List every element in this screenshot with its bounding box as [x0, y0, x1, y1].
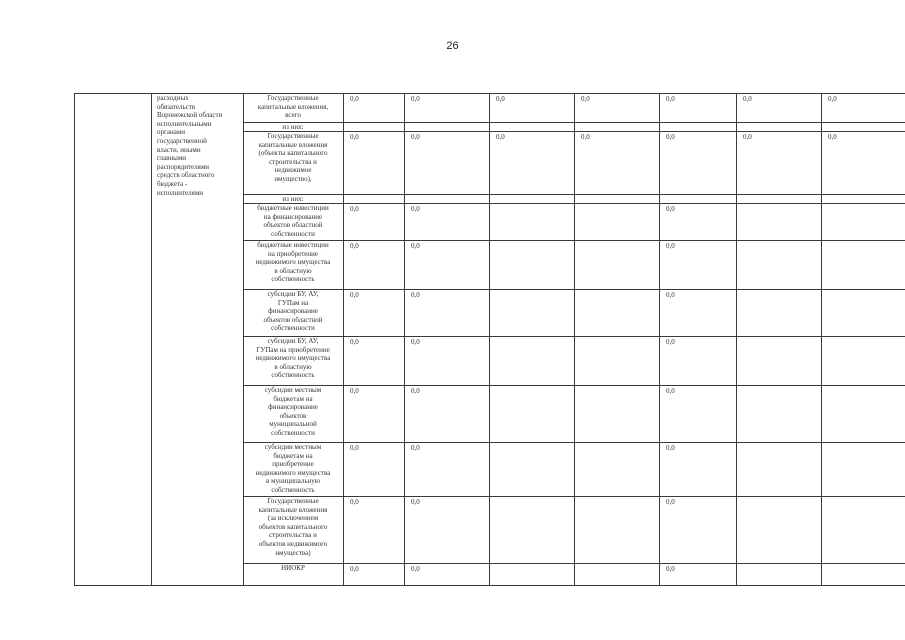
- cell-value: 0,0: [411, 291, 420, 299]
- cell-value: 0,0: [411, 444, 420, 452]
- row-label: субсидии БУ, АУ, ГУПам на приобретение недвижимого имущества в областную собственность: [255, 337, 331, 380]
- table-vline: [574, 93, 575, 585]
- table-row-separator: [243, 442, 905, 443]
- cell-value: 0,0: [666, 444, 675, 452]
- cell-value: 0,0: [350, 444, 359, 452]
- cell-value: 0,0: [743, 133, 752, 141]
- cell-value: 0,0: [350, 565, 359, 573]
- cell-value: 0,0: [411, 338, 420, 346]
- cell-value: 0,0: [666, 291, 675, 299]
- cell-value: 0,0: [496, 133, 505, 141]
- cell-value: 0,0: [350, 338, 359, 346]
- table-row-separator: [243, 131, 905, 132]
- cell-value: 0,0: [581, 133, 590, 141]
- table-vline: [404, 93, 405, 585]
- row-label: НИОКР: [281, 564, 305, 572]
- row-label: субсидии местным бюджетам на финансирование объектов муниципальной собственности: [264, 386, 322, 437]
- cell-value: 0,0: [411, 242, 420, 250]
- cell-value: 0,0: [666, 565, 675, 573]
- table-bottom-border: [74, 585, 905, 586]
- cell-value: 0,0: [496, 95, 505, 103]
- cell-value: 0,0: [828, 133, 837, 141]
- cell-value: 0,0: [666, 242, 675, 250]
- table-row-separator: [243, 496, 905, 497]
- cell-value: 0,0: [411, 498, 420, 506]
- table-vline: [821, 93, 822, 585]
- cell-value: 0,0: [743, 95, 752, 103]
- row-label: Государственные капитальные вложения, всего: [257, 94, 329, 120]
- table-row-separator: [243, 122, 905, 123]
- cell-value: 0,0: [350, 95, 359, 103]
- table-row-separator: [243, 240, 905, 241]
- cell-value: 0,0: [350, 242, 359, 250]
- table-top-border: [74, 93, 905, 94]
- table-row-separator: [243, 203, 905, 204]
- cell-value: 0,0: [666, 133, 675, 141]
- row-label: из них:: [282, 123, 304, 131]
- row-label: Государственные капитальные вложения (за исключением объектов капитального строительства и объектов недвижимого имущества): [258, 497, 328, 557]
- page-number: 26: [446, 40, 459, 52]
- row-label: бюджетные инвестиции на финансирование объектов областной собственности: [257, 204, 329, 238]
- cell-value: 0,0: [666, 387, 675, 395]
- row-label: субсидии местным бюджетам на приобретение недвижимого имущества в муниципальную собственность: [255, 443, 331, 494]
- table-vline: [736, 93, 737, 585]
- cell-value: 0,0: [350, 498, 359, 506]
- row-label: субсидии БУ, АУ, ГУПам на финансирование объектов областной собственности: [263, 290, 323, 333]
- cell-value: 0,0: [666, 205, 675, 213]
- cell-value: 0,0: [828, 95, 837, 103]
- row-label: Государственные капитальные вложения (объекты капитального строительства и недвижимое имущество),: [258, 132, 328, 183]
- cell-value: 0,0: [666, 95, 675, 103]
- cell-value: 0,0: [411, 133, 420, 141]
- cell-value: 0,0: [350, 291, 359, 299]
- cell-value: 0,0: [350, 205, 359, 213]
- table-vline: [343, 93, 344, 585]
- table-vline: [74, 93, 75, 585]
- table-row-separator: [243, 563, 905, 564]
- table-vline: [151, 93, 152, 585]
- responsible-executor-text: расходных обязательств Воронежской области исполнительными органами государственной власти, иными главными распорядителями средств областного бюджета - исполнителями: [157, 94, 223, 197]
- cell-value: 0,0: [350, 387, 359, 395]
- cell-value: 0,0: [411, 565, 420, 573]
- table-row-separator: [243, 194, 905, 195]
- row-label: из них:: [282, 195, 304, 203]
- cell-value: 0,0: [350, 133, 359, 141]
- table-row-separator: [243, 289, 905, 290]
- table-row-separator: [243, 385, 905, 386]
- cell-value: 0,0: [666, 498, 675, 506]
- cell-value: 0,0: [666, 338, 675, 346]
- cell-value: 0,0: [581, 95, 590, 103]
- cell-value: 0,0: [411, 205, 420, 213]
- cell-value: 0,0: [411, 95, 420, 103]
- table-vline: [659, 93, 660, 585]
- row-label: бюджетные инвестиции на приобретение недвижимого имущества в областную собственность: [255, 241, 331, 284]
- cell-value: 0,0: [411, 387, 420, 395]
- table-vline: [489, 93, 490, 585]
- table-row-separator: [243, 336, 905, 337]
- table-vline: [243, 93, 244, 585]
